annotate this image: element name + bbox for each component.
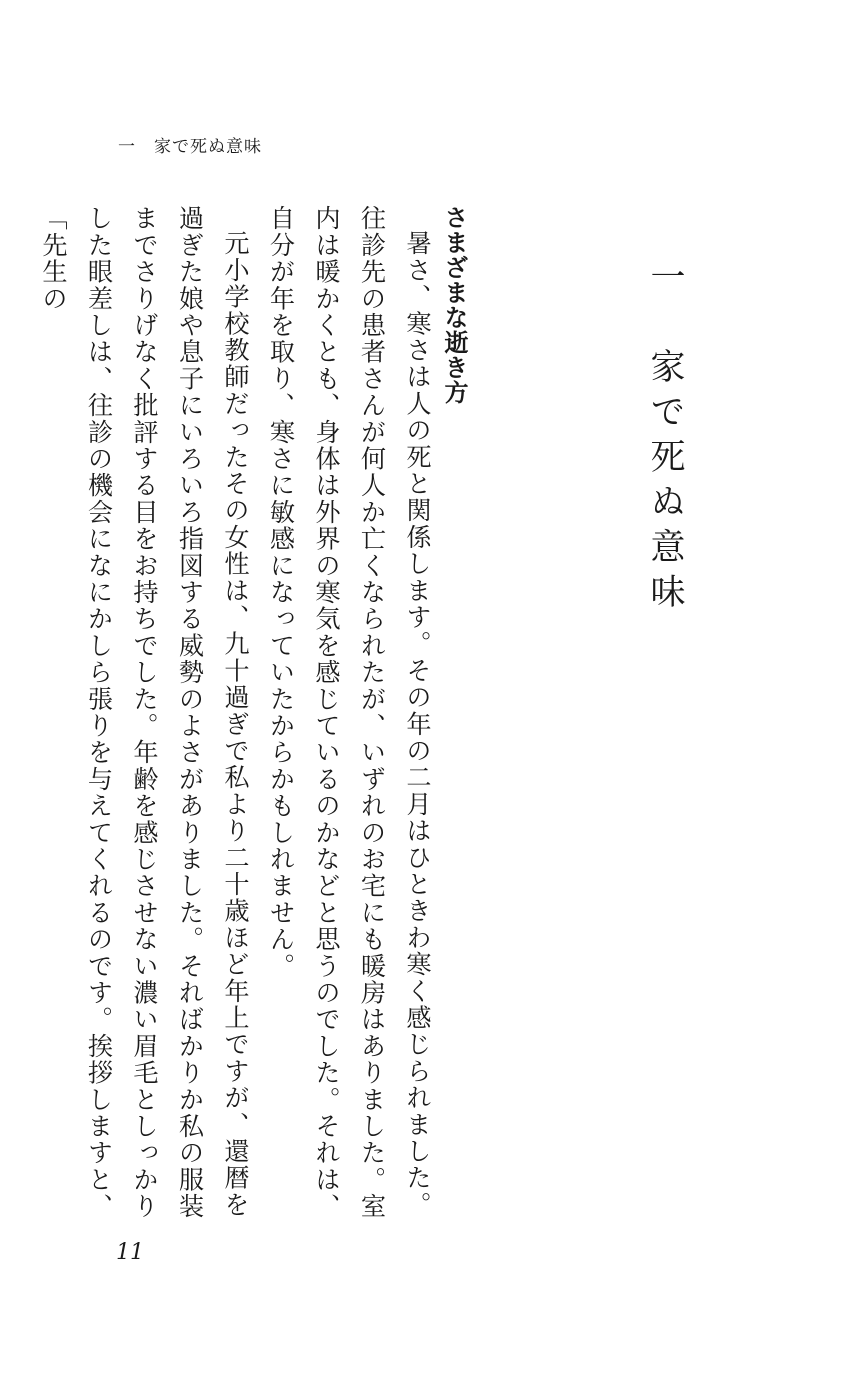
paragraph-1: 暑さ、寒さは人の死と関係します。その年の二月はひときわ寒く感じられました。往診先の患者さんが何人か亡くなられたが、いずれのお宅にも暖房はありました。室内は暖かくとも、身体は外界の寒気を感じているのかなどと思うのでした。それは、自分が年を取り、寒さに敏感になっていたからかもしれません。 xyxy=(266,205,432,1220)
chapter-title: 一 家で死ぬ意味 xyxy=(645,258,685,618)
paragraph-2: 元小学校教師だったその女性は、九十過ぎで私より二十歳ほど年上ですが、還暦を過ぎた娘や息子にいろいろ指図する威勢のよさがありました。そればかりか私の服装までさりげなく批評する目をお持ちでした。年齢を感じさせない濃い眉毛としっかりした眼差しは、往診の機会になにかしら張りを与えてくれるのです。挨拶しますと、「先生の xyxy=(39,205,250,1220)
page-number: 11 xyxy=(116,1240,144,1265)
running-header: 一 家で死ぬ意味 xyxy=(118,137,262,157)
body-text xyxy=(39,205,440,1220)
section-heading: さまざまな逝き方 xyxy=(440,205,469,405)
